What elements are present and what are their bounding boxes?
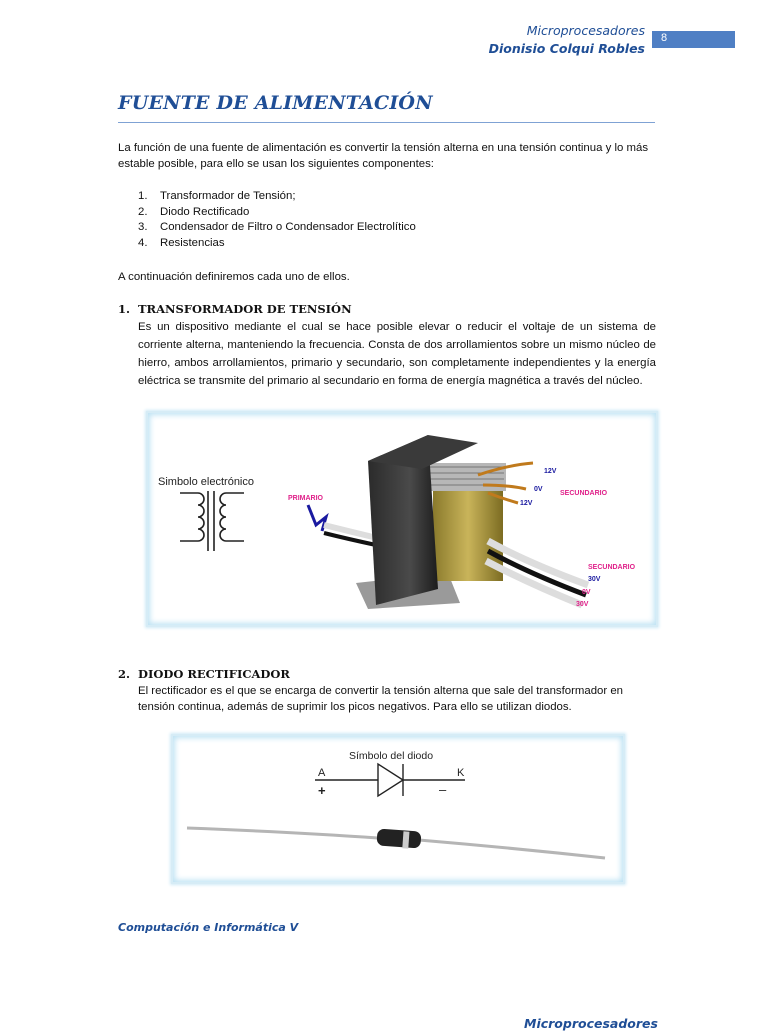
diode-description: El rectificador es el que se encarga de convertir la tensión alterna que sale del transformador en tensión continua, además de suprimir los picos negativos. Para ello se utilizan diodos. — [138, 685, 624, 713]
transformer-description: Es un dispositivo mediante el cual se hace posible elevar o reducir el voltaje de un sistema de corriente alterna, manteniendo la frecuencia. Consta de dos arrollamientos sobre un mismo núcleo de hierro, ambos arrollamientos, primario y secundario, son completamente independientes y la energía eléctrica se transmite del primario al secundario en forma de energía magnética a través del núcleo. — [138, 321, 656, 387]
list-item: 3. Condensador de Filtro o Condensador Electrolítico — [138, 221, 416, 233]
section-heading-transformer: 1. TRANSFORMADOR DE TENSIÓN — [118, 302, 352, 316]
plus-sign: + — [318, 783, 326, 798]
diode-figure — [171, 734, 625, 884]
diode-body — [376, 828, 421, 848]
voltage-label: 12V — [544, 468, 557, 475]
voltage-label: 0V — [582, 589, 591, 596]
secondary-wire — [486, 561, 582, 605]
cathode-band — [402, 831, 409, 848]
list-item: 4. Resistencias — [138, 236, 225, 249]
transition-paragraph: A continuación definiremos cada uno de ellos. — [118, 271, 350, 283]
secondary-label: SECUNDARIO — [588, 564, 636, 571]
primary-label: PRIMARIO — [288, 495, 323, 502]
arrow-icon — [308, 505, 326, 531]
section-heading-diode: 2. DIODO RECTIFICADOR — [118, 667, 290, 681]
intro-paragraph: La función de una fuente de alimentación es convertir la tensión alterna en una tensión continua y lo más estable posible, para ello se usan los siguientes componentes: — [118, 142, 649, 170]
voltage-label: 30V — [576, 601, 589, 608]
components-list — [138, 189, 416, 251]
page-title: FUENTE DE ALIMENTACIÓN — [118, 92, 433, 114]
transformer-symbol-icon — [180, 491, 244, 551]
diode-lead — [419, 840, 605, 858]
voltage-label: 0V — [534, 486, 543, 493]
title-divider — [118, 122, 655, 123]
transformer-figure — [146, 411, 658, 627]
diode-symbol-label: Símbolo del diodo — [349, 750, 434, 762]
minus-sign: – — [439, 782, 447, 797]
diode-lead — [187, 828, 378, 838]
cathode-label: K — [457, 767, 465, 779]
header-course: Microprocesadores — [526, 23, 645, 38]
transformer-illustration — [148, 413, 656, 625]
page-number-badge: 8 — [652, 31, 735, 48]
footer-course: Computación e Informática V — [118, 921, 299, 934]
list-item: 1. Transformador de Tensión; — [138, 190, 296, 202]
symbol-label: Simbolo electrónico — [158, 476, 254, 488]
list-item: 2. Diodo Rectificado — [138, 205, 250, 218]
header-author: Dionisio Colqui Robles — [488, 41, 645, 56]
anode-label: A — [318, 767, 326, 779]
next-page-header: Microprocesadores — [524, 1016, 658, 1031]
voltage-label: 30V — [588, 576, 601, 583]
diode-illustration — [173, 736, 623, 882]
secondary-label: SECUNDARIO — [560, 490, 608, 497]
voltage-label: 12V — [520, 500, 533, 507]
